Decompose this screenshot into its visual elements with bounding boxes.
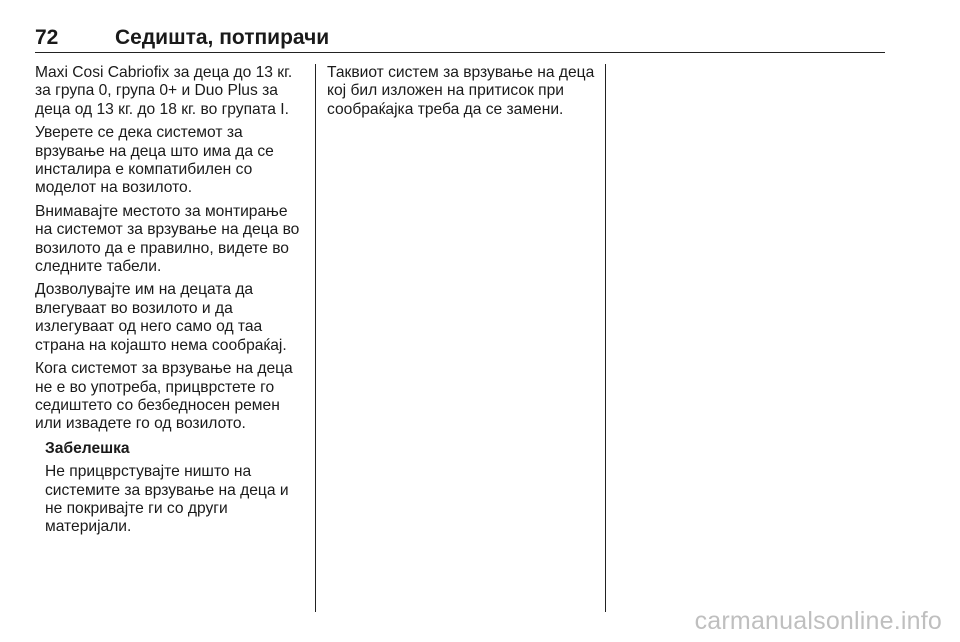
- text-column-left: [35, 64, 307, 542]
- page-number: 72: [35, 26, 59, 49]
- paragraph: Уверете се дека системот за врзување на деца што има да се инсталира е компатибилен со моделот на возилото.: [35, 124, 274, 197]
- note-box: [45, 440, 307, 537]
- text-column-middle: [327, 64, 595, 124]
- note-body: Не прицврстувајте ништо на системите за врзување на деца и не покривајте ги со други материјали.: [45, 463, 289, 536]
- note-title: Забелешка: [45, 439, 130, 457]
- page-title: Седишта, потпирачи: [115, 26, 330, 49]
- column-divider: [605, 64, 606, 612]
- column-divider: [315, 64, 316, 612]
- paragraph: Кога системот за врзување на деца не е во употреба, прицврстете го седиштето со безбедносен ремен или извадете го од возилото.: [35, 360, 293, 433]
- paragraph: Дозволувајте им на децата да влегуваат во возилото и да излегуваат од него само од таа страна на којашто нема сообраќај.: [35, 281, 287, 354]
- paragraph: Maxi Cosi Cabriofix за деца до 13 кг. за група 0, група 0+ и Duo Plus за деца од 13 кг. до 18 кг. во групата I.: [35, 64, 293, 118]
- paragraph: Таквиот систем за врзување на деца кој бил изложен на притисок при сообраќајка треба да се замени.: [327, 64, 595, 118]
- page-header: [35, 26, 885, 53]
- paragraph: Внимавајте местото за монтирање на системот за врзување на деца во возилото да е правилно, видете во следните табели.: [35, 202, 300, 276]
- watermark: carmanualsonline.info: [694, 607, 942, 635]
